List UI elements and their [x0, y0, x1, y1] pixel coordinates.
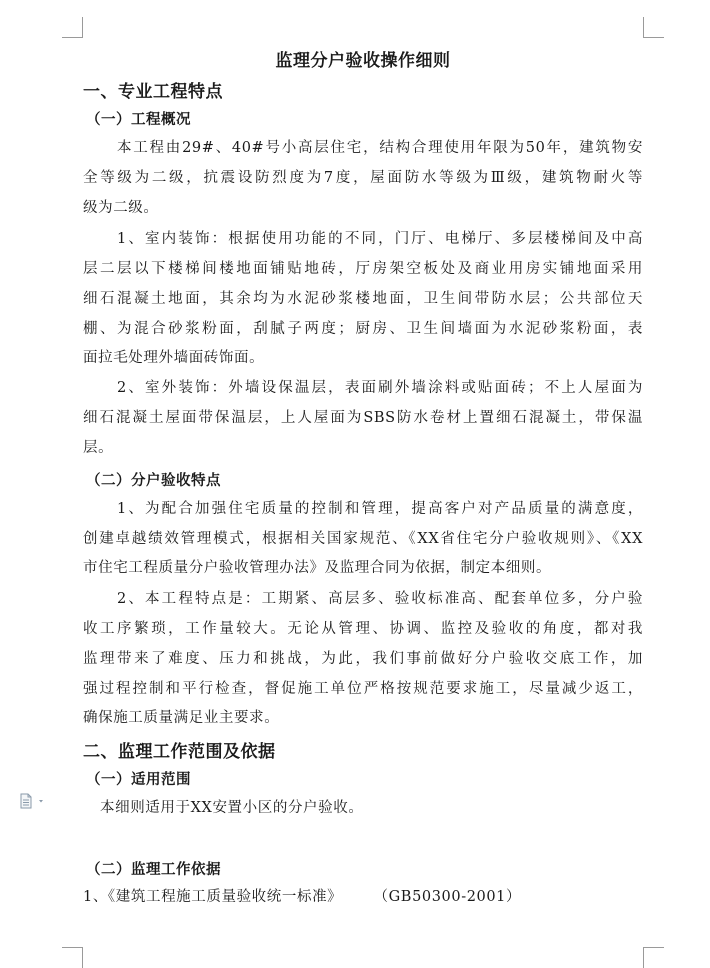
corner-mark-bottom-right: [643, 947, 664, 968]
paragraph-line: 2、室外装饰：外墙设保温层，表面刷外墙涂料或贴面砖；不上人屋面为: [117, 380, 643, 396]
paragraph-line: 2、本工程特点是：工期紧、高层多、验收标准高、配套单位多，分户验: [117, 591, 643, 607]
paragraph-line: 强过程控制和平行检查，督促施工单位严格按规范要求施工，尽量减少返工，: [83, 681, 643, 697]
paragraph-line: 1、《建筑工程施工质量验收统一标准》 （GB50300-2001）: [83, 889, 522, 905]
paragraph-line: 细石混凝土屋面带保温层，上人屋面为SBS防水卷材上置细石混凝土，带保温: [83, 410, 643, 426]
paragraph-options-button[interactable]: [20, 793, 48, 809]
subsection-heading-2-2: （二）监理工作依据: [86, 862, 221, 878]
subsection-heading-2-1: （一）适用范围: [86, 772, 191, 788]
corner-mark-top-left: [62, 17, 83, 38]
paragraph-line: 层。: [83, 440, 114, 456]
section-heading-2: 二、监理工作范围及依据: [83, 742, 276, 762]
subsection-heading-1-1: （一）工程概况: [86, 112, 191, 128]
paragraph-line: 面拉毛处理外墙面砖饰面。: [83, 350, 265, 366]
paragraph-line: 收工序繁琐，工作量较大。无论从管理、协调、监控及验收的角度，都对我: [83, 621, 643, 637]
section-heading-1: 一、专业工程特点: [83, 82, 223, 102]
paragraph-line: 确保施工质量满足业主要求。: [83, 710, 280, 726]
paragraph-line: 市住宅工程质量分户验收管理办法》及监理合同为依据，制定本细则。: [83, 560, 552, 576]
paragraph-line: 创建卓越绩效管理模式，根据相关国家规范、《XX省住宅分户验收规则》、《XX: [83, 531, 643, 547]
document-icon: [20, 793, 48, 809]
paragraph-line: 全等级为二级，抗震设防烈度为7度，屋面防水等级为Ⅲ级，建筑物耐火等: [83, 170, 643, 186]
paragraph-line: 监理带来了难度、压力和挑战，为此，我们事前做好分户验收交底工作，加: [83, 651, 643, 667]
paragraph-line: 1、为配合加强住宅质量的控制和管理，提高客户对产品质量的满意度，: [117, 501, 643, 517]
paragraph-line: 细石混凝土地面，其余均为水泥砂浆楼地面，卫生间带防水层；公共部位天: [83, 291, 643, 307]
paragraph-line: 本细则适用于XX安置小区的分户验收。: [100, 800, 364, 816]
paragraph-line: 级为二级。: [83, 200, 159, 216]
caret-down-icon: [39, 800, 43, 803]
corner-mark-bottom-left: [62, 947, 83, 968]
paragraph-line: 1、室内装饰：根据使用功能的不同，门厅、电梯厅、多层楼梯间及中高: [117, 231, 643, 247]
paragraph-line: 层二层以下楼梯间楼地面铺贴地砖，厅房架空板处及商业用房实铺地面采用: [83, 261, 643, 277]
document-title: 监理分户验收操作细则: [275, 51, 451, 71]
paragraph-line: 本工程由29#、40#号小高层住宅，结构合理使用年限为50年，建筑物安: [117, 140, 643, 156]
subsection-heading-1-2: （二）分户验收特点: [86, 473, 221, 489]
corner-mark-top-right: [643, 17, 664, 38]
paragraph-line: 棚、为混合砂浆粉面，刮腻子两度；厨房、卫生间墙面为水泥砂浆粉面，表: [83, 321, 643, 337]
